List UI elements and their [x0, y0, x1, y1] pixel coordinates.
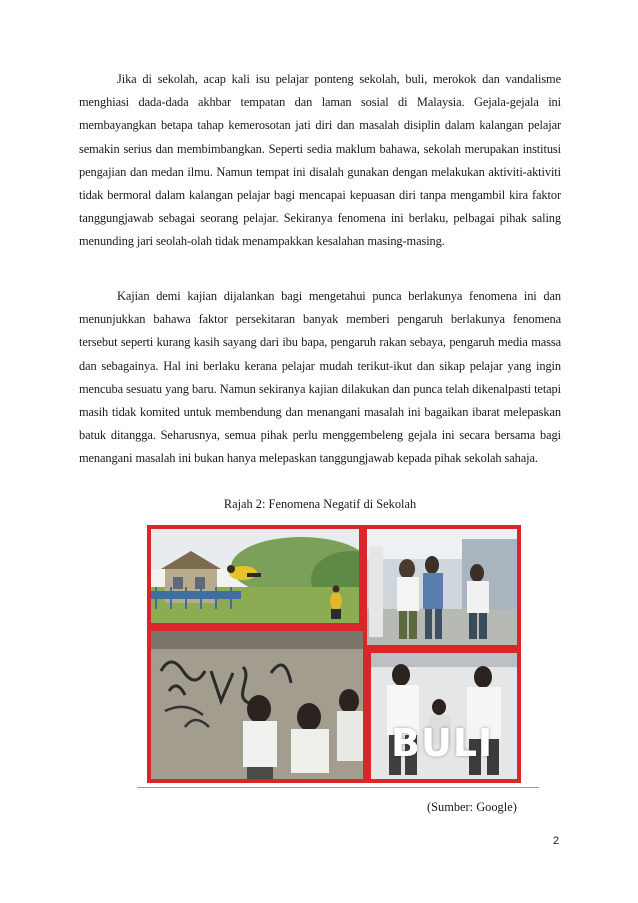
photo-vandalism-graffiti	[147, 627, 367, 783]
figure-source: (Sumber: Google)	[427, 800, 517, 814]
photo-bullying	[367, 649, 521, 783]
body-paragraph-1: Jika di sekolah, acap kali isu pelajar ponteng sekolah, buli, merokok dan vandalisme menghiasi dada-dada akhbar tempatan dan laman sosial di Malaysia. Gejala-gejala ini membayangkan betapa tahap kemerosotan jati diri dan masalah disiplin dalam kalangan pelajar semakin serius dan membimbangkan. Seperti sedia maklum bahawa, sekolah merupakan institusi pengajian dan medan ilmu. Namun tempat ini disalah gunakan dengan melakukan aktiviti-aktiviti tidak bermoral dalam kalangan pelajar bagi mencapai kepuasan diri tanpa mengambil kira faktor tanggungjawab sebagai seorang pelajar. Sekiranya fenomena ini berlaku, pelbagai pihak saling menunding jari seolah-olah tidak menampakkan kesalahan masing-masing.	[79, 72, 561, 249]
figure-collage	[147, 525, 521, 783]
figure-caption: Rajah 2: Fenomena Negatif di Sekolah	[223, 497, 417, 511]
photo-smoking-students	[363, 525, 521, 649]
body-paragraph-2: Kajian demi kajian dijalankan bagi mengetahui punca berlakunya fenomena ini dan menunjukkan bahawa faktor persekitaran banyak memberi pengaruh berlakunya fenomena tersebut seperti kurang kasih sayang dari ibu bapa, pengaruh rakan sebaya, pengaruh media massa dan sebagainya. Hal ini berlaku kerana pelajar mudah terikut-ikut dan sikap pelajar yang ingin mencuba sesuatu yang baru. Namun sekiranya kajian dilakukan dan punca telah dikenalpasti tetapi masih tidak komited untuk membendung dan menangani masalah ini bagaikan ibarat melepaskan batuk ditangga. Seharusnya, semua pihak perlu menggembeleng gejala ini secara bersama bagi menangani masalah ini bukan hanya melepaskan tanggungjawab kepada pihak sekolah sahaja.	[79, 289, 561, 466]
figure-bottom-rule	[137, 787, 539, 788]
buli-overlay-text: BULI	[391, 721, 494, 765]
photo-skipping-school	[147, 525, 363, 627]
page-number: 2	[553, 835, 560, 847]
